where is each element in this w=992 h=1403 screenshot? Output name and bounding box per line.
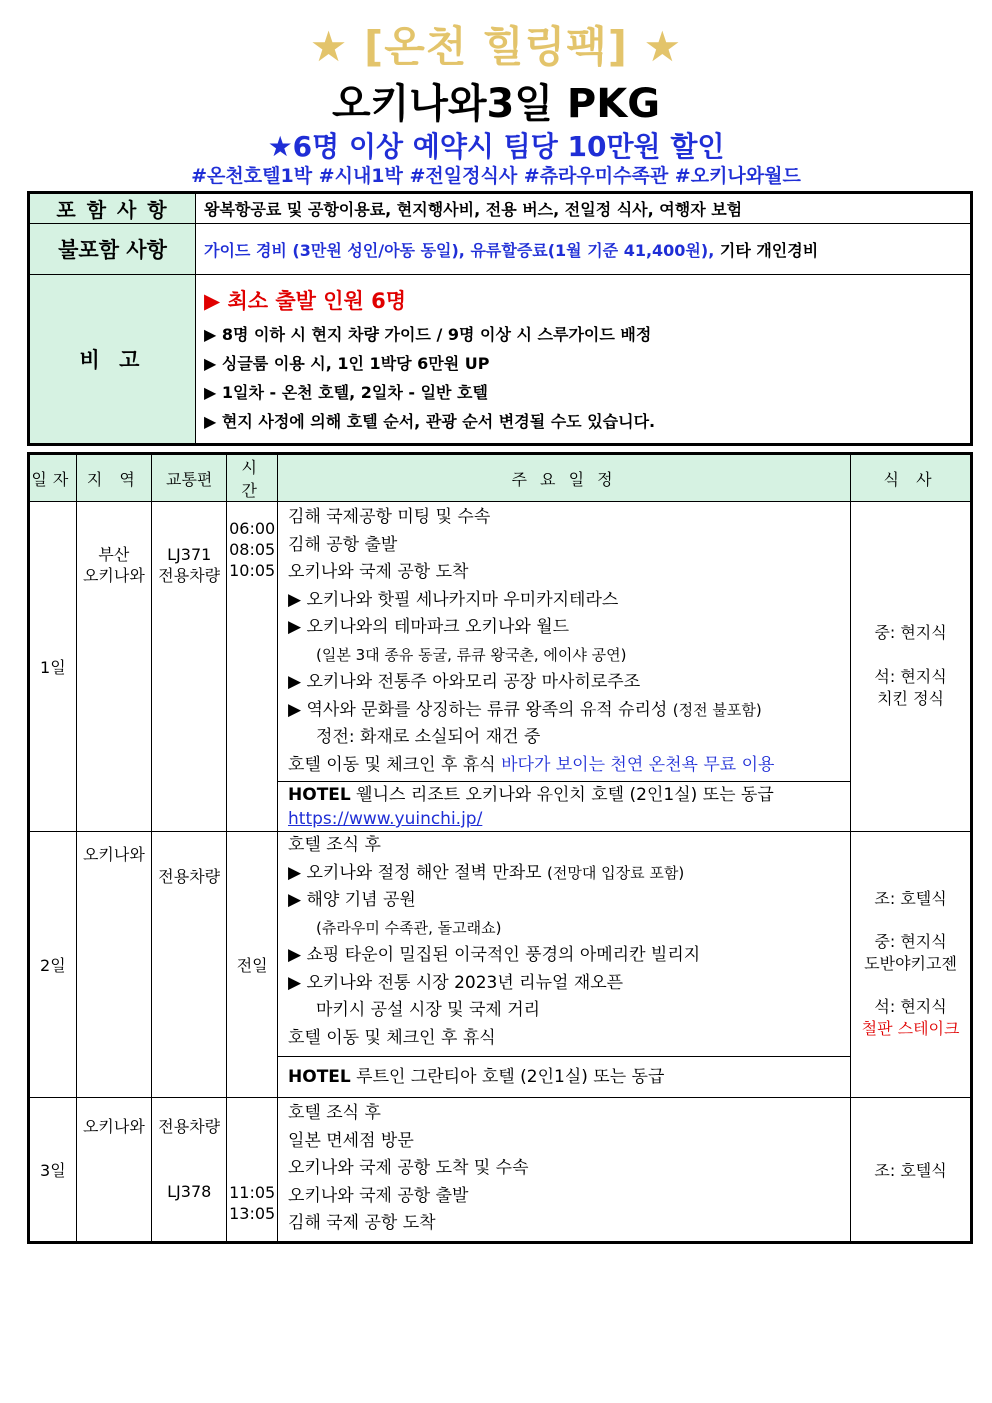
shuri-castle-text: ▶ 역사와 문화를 상징하는 류큐 왕족의 유적 슈리성 [288, 699, 668, 720]
note-item: ▶ 싱글룸 이용 시, 1인 1박당 6만원 UP [204, 354, 490, 373]
day1-day: 1일 [29, 502, 77, 832]
day2-transport [152, 832, 227, 1098]
header-time: 시 간 [227, 454, 278, 502]
day1-transport [152, 502, 227, 832]
day1-meal-lunch: 중: 현지식 [874, 623, 947, 642]
day3-meals: 조: 호텔식 [851, 1098, 972, 1243]
package-info-table [27, 191, 973, 446]
schedule-item: 김해 국제 공항 도착 [288, 1213, 436, 1233]
notes-cell [196, 275, 972, 445]
day2-region-text: 오키나와 [82, 845, 145, 864]
day1-schedule [278, 502, 851, 832]
day1-row [29, 502, 972, 832]
day3-time-1: 11:05 [229, 1183, 276, 1202]
day3-row [29, 1098, 972, 1243]
day3-flight: LJ378 [167, 1182, 212, 1201]
min-departure-note: ▶ 최소 출발 인원 6명 [204, 289, 407, 313]
schedule-item: ▶ 오키나와 핫필 세나카지마 우미카지테라스 [288, 589, 619, 610]
discount-notice: ★6명 이상 예약시 팀당 10만원 할인 [267, 130, 725, 163]
day1-region-2: 오키나와 [82, 566, 145, 585]
day1-meal-dinner: 석: 현지식 [874, 667, 947, 686]
day3-region [76, 1098, 151, 1243]
hotel-label: HOTEL [288, 785, 351, 805]
header-transport: 교통편 [152, 454, 227, 502]
day2-time: 전일 [227, 832, 278, 1098]
day2-region [76, 832, 151, 1098]
day1-hotel [278, 781, 850, 830]
day1-region [76, 502, 151, 832]
day2-meal-breakfast: 조: 호텔식 [874, 889, 947, 908]
schedule-item-detail: (일본 3대 종유 동굴, 류큐 왕국촌, 에이샤 공연) [316, 645, 627, 664]
day1-hotel-name: 웰니스 리조트 오키나와 유인치 호텔 (2인1실) 또는 동급 [350, 785, 774, 805]
package-title: 오키나와3일 PKG [331, 81, 661, 127]
excluded-label: 불포함 사항 [29, 224, 196, 275]
schedule-item: 오키나와 국제 공항 출발 [288, 1185, 469, 1206]
day2-meal-lunch: 중: 현지식 [874, 932, 947, 951]
day1-meals [851, 502, 972, 832]
shuri-castle-note: (정전 불포함) [672, 700, 762, 719]
note-item: ▶ 8명 이하 시 현지 차량 가이드 / 9명 이상 시 스루가이드 배정 [204, 325, 652, 344]
day1-region-1: 부산 [98, 545, 130, 564]
day3-times [227, 1098, 278, 1243]
schedule-item: ▶ 오키나와 전통 시장 2023년 리뉴얼 재오픈 [288, 972, 624, 993]
onsen-note: 바다가 보이는 천연 온천욕 무료 이용 [501, 754, 775, 775]
header-day: 일자 [29, 454, 77, 502]
day1-times [227, 502, 278, 832]
schedule-item: ▶ 쇼핑 타운이 밀집된 이국적인 풍경의 아메리칸 빌리지 [288, 945, 701, 965]
day2-vehicle: 전용차량 [158, 867, 221, 886]
schedule-item: 오키나와 국제 공항 도착 [288, 562, 469, 582]
schedule-item [278, 860, 850, 888]
day1-meal-dinner-detail: 치킨 정식 [877, 689, 945, 708]
manzamo-text: ▶ 오키나와 절정 해안 절벽 만좌모 [288, 862, 542, 883]
day3-schedule [278, 1098, 851, 1243]
hotel-website-link[interactable]: https://www.yuinchi.jp/ [288, 809, 483, 829]
day2-meals [851, 832, 972, 1098]
schedule-item-detail: 정전: 화재로 소실되어 재건 중 [316, 727, 541, 747]
day2-meal-lunch-detail: 도반야키고젠 [864, 954, 957, 973]
day1-vehicle: 전용차량 [158, 566, 221, 585]
schedule-item-detail: (츄라우미 수족관, 돌고래쇼) [316, 918, 502, 937]
schedule-item [278, 697, 850, 725]
schedule-item: ▶ 해양 기념 공원 [288, 890, 416, 910]
day1-flight: LJ371 [167, 545, 212, 564]
day1-hotel-link-line [278, 808, 850, 830]
itinerary-header-row [29, 454, 972, 502]
day2-row [29, 832, 972, 1098]
manzamo-note: (전망대 입장료 포함) [547, 863, 685, 882]
day2-day: 2일 [29, 832, 77, 1098]
schedule-item: 호텔 조식 후 [288, 835, 381, 855]
day2-hotel [278, 1056, 850, 1097]
excluded-text [196, 224, 972, 275]
included-label: 포 함 사 항 [29, 193, 196, 224]
schedule-item: 호텔 조식 후 [288, 1103, 381, 1123]
day3-time-2: 13:05 [229, 1204, 276, 1223]
header-region: 지 역 [76, 454, 151, 502]
schedule-item-detail: 마키시 공설 시장 및 국제 거리 [316, 1000, 541, 1020]
header-meals: 식 사 [851, 454, 972, 502]
included-text: 왕복항공료 및 공항이용료, 현지행사비, 전용 버스, 전일정 식사, 여행자 보험 [196, 193, 972, 224]
schedule-item: ▶ 오키나와의 테마파크 오키나와 월드 [288, 617, 570, 637]
day3-transport [152, 1098, 227, 1243]
itinerary-table [27, 452, 973, 1244]
day2-hotel-name: 루트인 그란티아 호텔 (2인1실) 또는 동급 [350, 1067, 665, 1087]
note-item: ▶ 현지 사정에 의해 호텔 순서, 관광 순서 변경될 수도 있습니다. [204, 412, 656, 431]
schedule-item: ▶ 오키나와 전통주 아와모리 공장 마사히로주조 [288, 672, 641, 692]
day3-vehicle: 전용차량 [158, 1117, 221, 1136]
day1-hotel-line [278, 783, 850, 808]
schedule-item: 김해 공항 출발 [288, 534, 398, 555]
day1-time-1: 06:00 [229, 519, 276, 538]
hotel-label: HOTEL [288, 1067, 351, 1087]
note-item: ▶ 1일차 - 온천 호텔, 2일차 - 일반 호텔 [204, 383, 488, 402]
day1-time-2: 08:05 [229, 540, 276, 559]
day2-schedule [278, 832, 851, 1098]
day1-time-3: 10:05 [229, 561, 276, 580]
schedule-item [278, 752, 850, 780]
checkin-text: 호텔 이동 및 체크인 후 휴식 [288, 754, 502, 775]
schedule-item: 호텔 이동 및 체크인 후 휴식 [288, 1027, 496, 1048]
day3-day: 3일 [29, 1098, 77, 1243]
day2-hotel-line [278, 1057, 850, 1097]
day2-meal-dinner: 석: 현지식 [874, 997, 947, 1016]
header-schedule: 주 요 일 정 [278, 454, 851, 502]
day3-region-text: 오키나와 [82, 1117, 145, 1136]
schedule-item: 김해 국제공항 미팅 및 수속 [288, 507, 491, 527]
schedule-item: 일본 면세점 방문 [288, 1130, 414, 1151]
notes-label: 비 고 [29, 275, 196, 445]
hashtags: #온천호텔1박 #시내1박 #전일정식사 #츄라우미수족관 #오키나와월드 [191, 165, 801, 187]
schedule-item: 오키나와 국제 공항 도착 및 수속 [288, 1158, 529, 1178]
excluded-text-black: 기타 개인경비 [714, 240, 819, 260]
excluded-text-blue: 가이드 경비 (3만원 성인/아동 동일), 유류할증료(1월 기준 41,400원), [204, 240, 715, 260]
package-title-banner: ★ [온천 힐링팩] ★ [309, 22, 683, 71]
day2-meal-dinner-detail: 철판 스테이크 [861, 1019, 960, 1038]
